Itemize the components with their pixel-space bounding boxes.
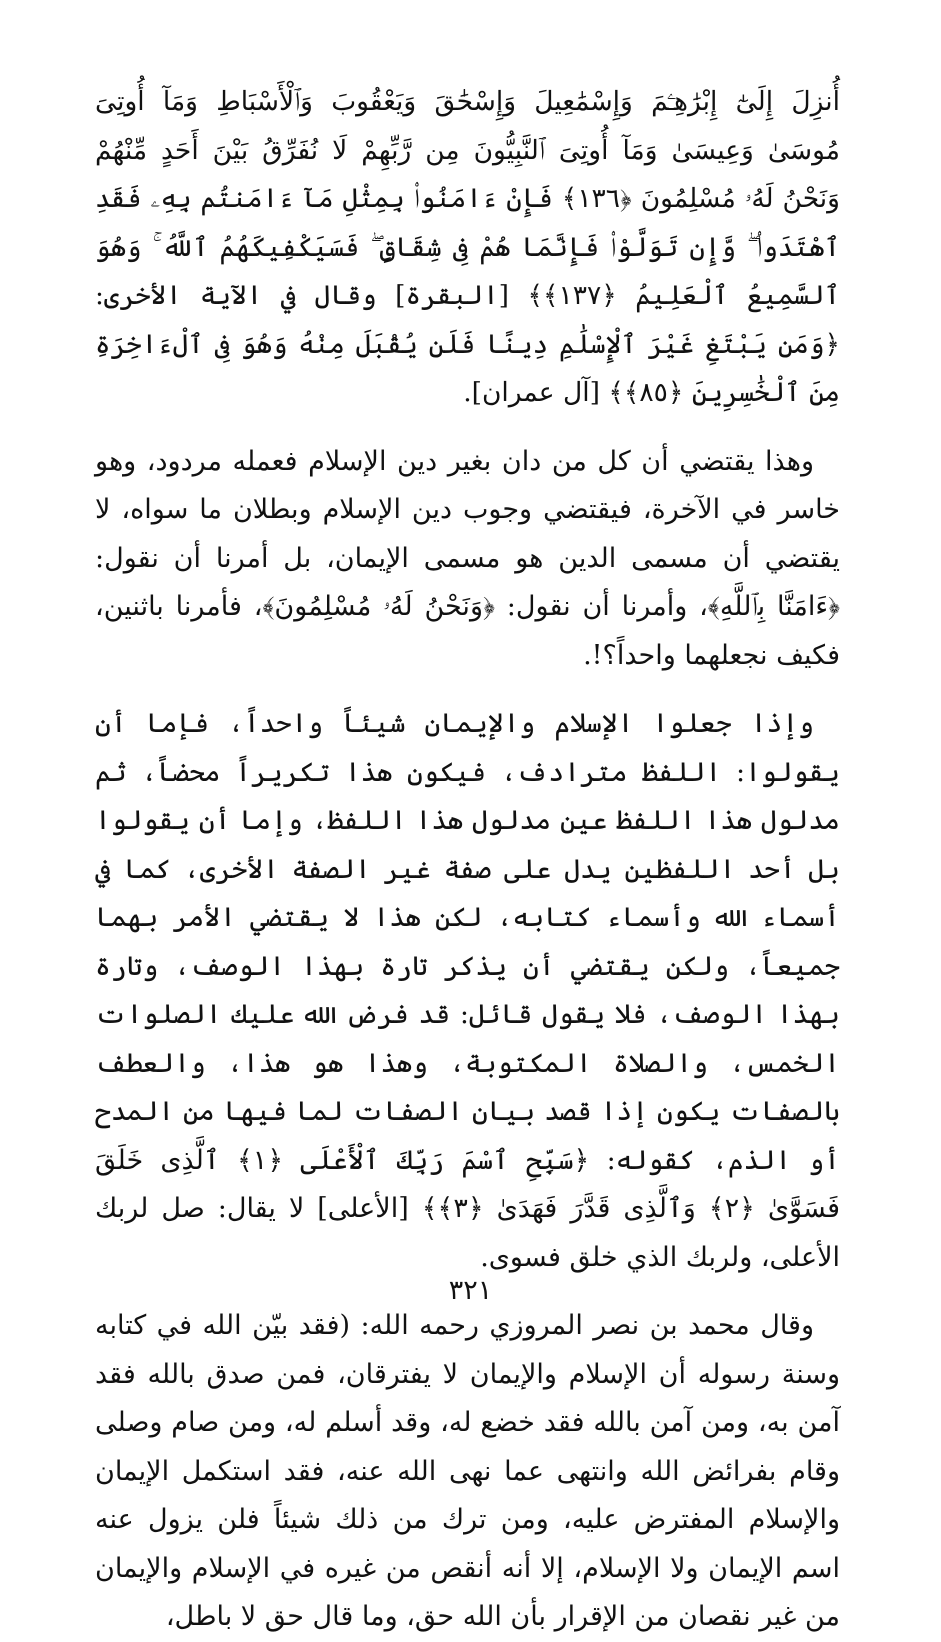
quran-continuation-paragraph: أُنزِلَ إِلَىٰٓ إِبْرَٰهِـۧمَ وَإِسْمَٰعِيلَ وَإِسْحَٰقَ وَيَعْقُوبَ وَٱلْأَسْبَاطِ وَمَآ أُوتِىَ مُوسَىٰ وَعِيسَىٰ وَمَآ أُوتِىَ ٱلنَّبِيُّونَ مِن رَّبِّهِمْ لَا نُفَرِّقُ بَيْنَ أَحَدٍ مِّنْهُمْ وَنَحْنُ لَهُۥ مُسْلِمُونَ ﴿١٣٦﴾ فَإِنْ ءَامَنُوا۟ بِمِثْلِ مَآ ءَامَنتُم بِهِۦ فَقَدِ ٱهْتَدَوا۟ ۖ وَّإِن تَوَلَّوْا۟ فَإِنَّمَا هُمْ فِى شِقَاقٍ ۖ فَسَيَكْفِيكَهُمُ ٱللَّهُ ۚ وَهُوَ ٱلسَّمِيعُ ٱلْعَلِيمُ ﴿١٣٧﴾﴾ [البقرة] وقال في الآية الأخرى: ﴿وَمَن يَبْتَغِ غَيْرَ ٱلْإِسْلَٰمِ دِينًا فَلَن يُقْبَلَ مِنْهُ وَهُوَ فِى ٱلْءَاخِرَةِ مِنَ ٱلْخَٰسِرِينَ ﴿٨٥﴾﴾ [آل عمران].	[95, 86, 840, 408]
paragraph-spacer	[95, 418, 840, 438]
page-number: ٣٢١	[448, 1275, 493, 1306]
body-paragraph: وقال محمد بن نصر المروزي رحمه الله: (فقد بيّن الله في كتابه وسنة رسوله أن الإسلام والإيمان لا يفترقان، فمن صدق بالله فقد آمن به، ومن آمن بالله فقد خضع له، وقد أسلم له، ومن صام وصلى وقام بفرائض الله وانتهى عما نهى الله عنه، فقد استكمل الإيمان والإسلام المفترض عليه، ومن ترك من ذلك شيئاً فلن يزول عنه اسم الإيمان ولا الإسلام، إلا أنه أنقص من غيره في الإسلام والإيمان من غير نقصان من الإقرار بأن الله حق، وما قال حق لا باطل،	[95, 1310, 840, 1632]
paragraph-spacer	[95, 680, 840, 700]
book-page	[95, 78, 840, 1642]
body-paragraph: وإذا جعلوا الإسلام والإيمان شيئاً واحداً، فإما أن يقولوا: اللفظ مترادف، فيكون هذا تكريراً محضاً، ثم مدلول هذا اللفظ عين مدلول هذا اللفظ، وإما أن يقولوا بل أحد اللفظين يدل على صفة غير الصفة الأخرى، كما في أسماء الله وأسماء كتابه، لكن هذا لا يقتضي الأمر بهما جميعاً، ولكن يقتضي أن يذكر تارة بهذا الوصف، وتارة بهذا الوصف، فلا يقول قائل: قد فرض الله عليك الصلوات الخمس، والصلاة المكتوبة، وهذا هو هذا، والعطف بالصفات يكون إذا قصد بيان الصفات لما فيها من المدح أو الذم، كقوله: ﴿سَبِّحِ ٱسْمَ رَبِّكَ ٱلْأَعْلَى ﴿١﴾ ٱلَّذِى خَلَقَ فَسَوَّىٰ ﴿٢﴾ وَٱلَّذِى قَدَّرَ فَهَدَىٰ ﴿٣﴾﴾ [الأعلى] لا يقال: صل لربك الأعلى، ولربك الذي خلق فسوى.	[95, 708, 841, 1273]
body-paragraph: وهذا يقتضي أن كل من دان بغير دين الإسلام فعمله مردود، وهو خاسر في الآخرة، فيقتضي وجوب دين الإسلام وبطلان ما سواه، لا يقتضي أن مسمى الدين هو مسمى الإيمان، بل أمرنا أن نقول: ﴿ءَامَنَّا بِٱللَّهِ﴾، وأمرنا أن نقول: ﴿وَنَحْنُ لَهُۥ مُسْلِمُونَ﴾، فأمرنا باثنين، فكيف نجعلهما واحداً؟!.	[95, 445, 840, 671]
